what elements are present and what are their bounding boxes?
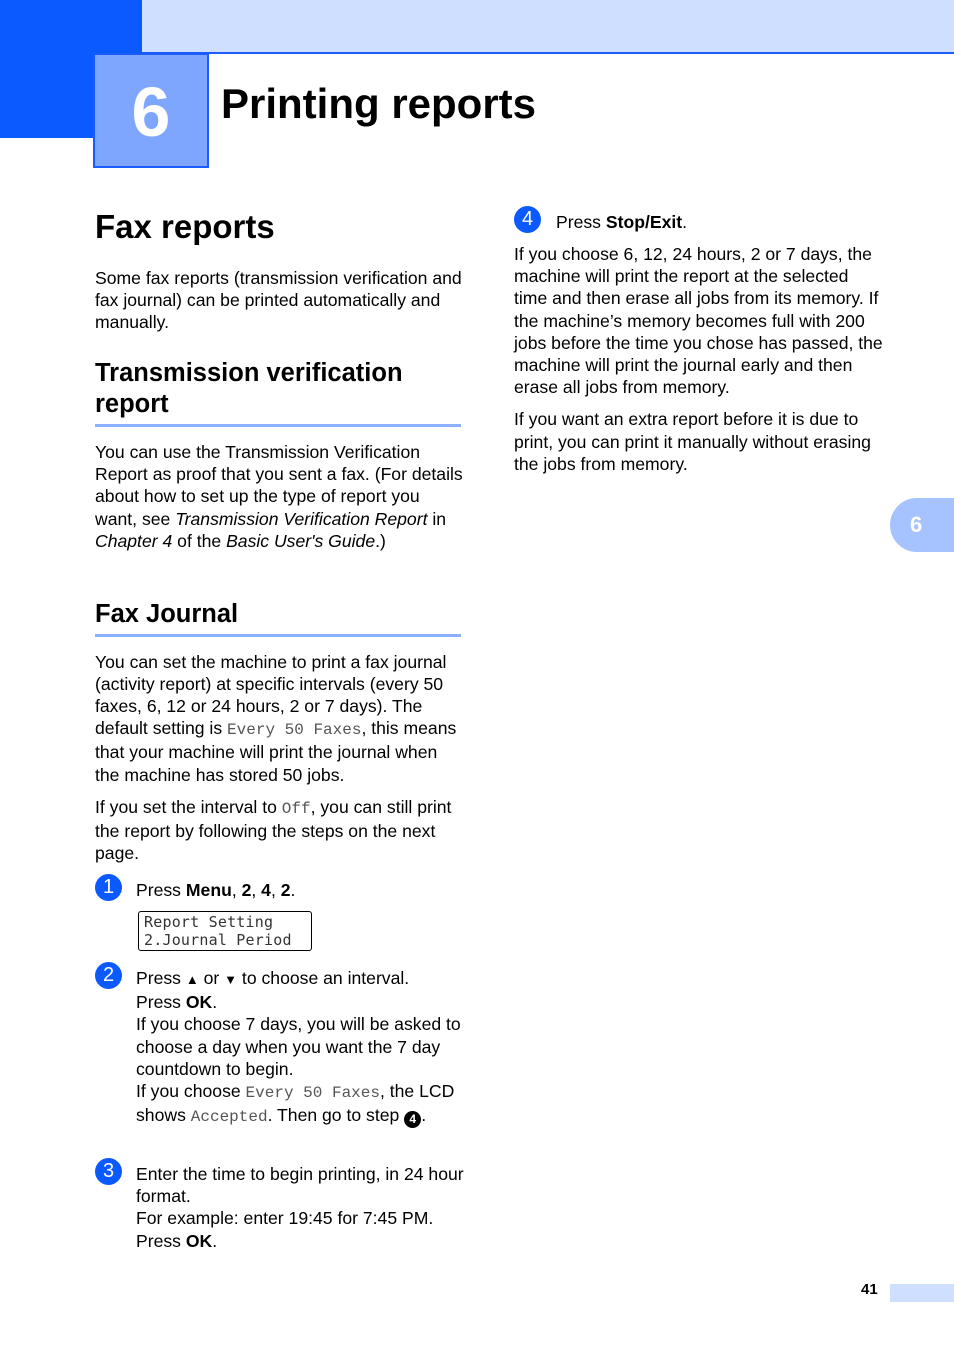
text: You can set the machine to print a fax journal (activity report) at specific intervals (every 50 faxes, 6, 12 or 24 hours, 2 or 7 days). The default setting is bbox=[95, 651, 447, 739]
up-arrow-icon: ▲ bbox=[185, 972, 199, 987]
header-band bbox=[142, 0, 954, 54]
text: . bbox=[682, 212, 688, 232]
journal-section bbox=[95, 599, 463, 864]
text: . bbox=[212, 992, 218, 1013]
text: You can use the Transmission Verification Report as proof that you sent a fax. (For details about how to set up the type of report you want, see bbox=[95, 442, 463, 529]
section-rule bbox=[95, 424, 461, 427]
step-2-line-2 bbox=[136, 991, 466, 1013]
step-1-badge: 1 bbox=[95, 874, 122, 901]
section-heading-fax-reports: Fax reports bbox=[95, 208, 275, 245]
step-3-text bbox=[136, 1163, 466, 1252]
step-3-line-1: Enter the time to begin printing, in 24 hour format. bbox=[136, 1164, 464, 1207]
text: Press bbox=[136, 880, 186, 900]
transmission-paragraph bbox=[95, 441, 463, 552]
journal-heading: Fax Journal bbox=[95, 600, 239, 628]
lcd-display bbox=[138, 911, 312, 951]
text: to choose an interval. bbox=[237, 968, 410, 988]
text: . bbox=[290, 880, 296, 900]
lcd-text: Accepted bbox=[190, 1108, 268, 1127]
text: in bbox=[427, 508, 447, 529]
chapter-title: Printing reports bbox=[221, 80, 537, 127]
step-3-badge: 3 bbox=[95, 1158, 122, 1185]
transmission-section bbox=[95, 358, 463, 552]
key: 4 bbox=[261, 880, 271, 900]
transmission-heading: Transmission verification report bbox=[95, 359, 403, 418]
step-4-badge: 4 bbox=[514, 206, 541, 233]
link-ref: Basic User's Guide bbox=[226, 530, 376, 551]
text: If you set the interval to bbox=[95, 796, 282, 817]
text: , this means that your machine will print the journal when the machine has stored 50 jobs. bbox=[95, 718, 457, 785]
text: or bbox=[198, 968, 225, 988]
page-number: 41 bbox=[861, 1281, 878, 1298]
right-paragraph-1: If you choose 6, 12, 24 hours, 2 or 7 days, the machine will print the report at the selected time and then erase all jobs from its memory. If the machine’s memory becomes full with 200 jobs before the time you chose has passed, the machine will print the journal early and then erase all jobs from memory. bbox=[514, 244, 883, 398]
key-menu: Menu bbox=[185, 880, 232, 900]
journal-paragraph-1 bbox=[95, 651, 463, 786]
key-stop-exit: Stop/Exit bbox=[605, 212, 683, 232]
key: 2 bbox=[280, 880, 291, 900]
text: .) bbox=[375, 530, 386, 551]
text: , bbox=[251, 880, 262, 900]
text: If you choose bbox=[136, 1081, 246, 1102]
step-2-line-1 bbox=[136, 967, 466, 991]
text: . bbox=[421, 1105, 427, 1126]
chapter-number-box: 6 bbox=[93, 53, 209, 168]
journal-paragraph-2 bbox=[95, 796, 463, 865]
lcd-text: Every 50 Faxes bbox=[227, 721, 362, 740]
link-ref: Chapter 4 bbox=[95, 530, 173, 551]
page-number-bar bbox=[890, 1284, 954, 1302]
step-ref-badge: 4 bbox=[404, 1111, 421, 1128]
step-2-line-4 bbox=[136, 1080, 466, 1128]
lcd-line-2: 2.Journal Period bbox=[144, 931, 292, 949]
step-2-text bbox=[136, 967, 466, 1128]
text: Press bbox=[556, 212, 606, 232]
text: . bbox=[212, 1230, 218, 1251]
key: 2 bbox=[241, 880, 252, 900]
step-2-line-3: If you choose 7 days, you will be asked to choose a day when you want the 7 day countdown to begin. bbox=[136, 1014, 461, 1079]
link-ref: Transmission Verification Report bbox=[175, 508, 428, 529]
step-4-text bbox=[556, 211, 876, 233]
text: Press bbox=[136, 968, 186, 988]
right-column-text bbox=[514, 243, 884, 475]
step-1-text bbox=[136, 879, 466, 901]
step-3-line-3 bbox=[136, 1230, 466, 1252]
text: Press bbox=[136, 1230, 186, 1251]
text: , bbox=[231, 880, 242, 900]
text: , you can still print the report by following the steps on the next page. bbox=[95, 796, 452, 864]
text: , the LCD shows bbox=[136, 1081, 455, 1126]
text: , bbox=[270, 880, 281, 900]
text: of the bbox=[172, 530, 227, 551]
lcd-text: Off bbox=[281, 799, 311, 818]
right-paragraph-2: If you want an extra report before it is due to print, you can print it manually without erasing the jobs from memory. bbox=[514, 409, 871, 474]
key-ok: OK bbox=[185, 992, 213, 1013]
intro-paragraph: Some fax reports (transmission verification and fax journal) can be printed automatically and manually. bbox=[95, 268, 462, 333]
down-arrow-icon: ▼ bbox=[224, 972, 238, 987]
key-ok: OK bbox=[185, 1230, 213, 1251]
step-3-line-2: For example: enter 19:45 for 7:45 PM. bbox=[136, 1208, 434, 1229]
text: Press bbox=[136, 992, 186, 1013]
chapter-side-tab: 6 bbox=[890, 498, 954, 552]
lcd-line-1: Report Setting bbox=[144, 913, 274, 931]
text: . Then go to step bbox=[267, 1105, 405, 1126]
fax-reports-intro bbox=[95, 267, 463, 334]
lcd-text: Every 50 Faxes bbox=[245, 1084, 380, 1103]
step-2-badge: 2 bbox=[95, 962, 122, 989]
section-rule bbox=[95, 634, 461, 637]
